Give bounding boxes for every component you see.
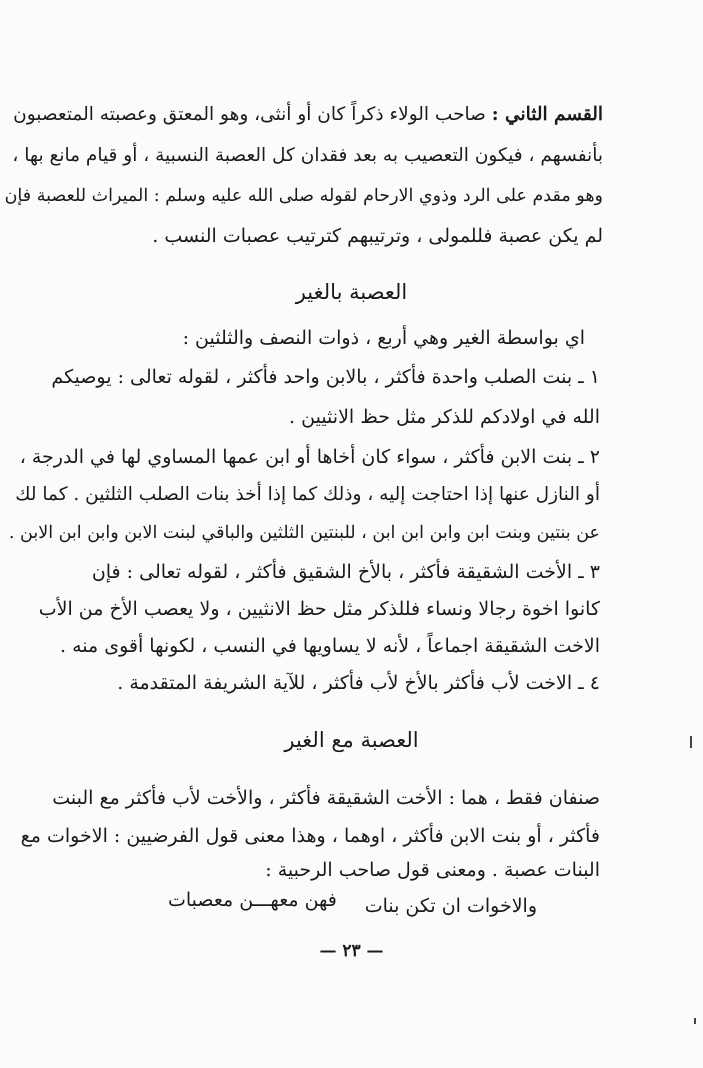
margin-mark xyxy=(690,736,692,748)
bil-ghayr-line-3: الله في اولادكم للذكر مثل حظ الانثيين . xyxy=(289,406,600,428)
bil-ghayr-line-5: أو النازل عنها إذا احتاجت إليه ، وذلك كما إذا أخذ بنات الصلب الثلثين . كما لك xyxy=(15,484,600,505)
section-two-line-2: بأنفسهم ، فيكون التعصيب به بعد فقدان كل العصبة النسبية ، أو قيام مانع بها ، xyxy=(12,145,603,166)
bil-ghayr-line-10: ٤ ـ الاخت لأب فأكثر بالأخ لأب فأكثر ، للآية الشريفة المتقدمة . xyxy=(117,672,600,694)
maa-ghayr-line-1: صنفان فقط ، هما : الأخت الشقيقة فأكثر ، والأخت لأب فأكثر مع البنت xyxy=(52,787,600,809)
bil-ghayr-line-6: عن بنتين وبنت ابن وابن ابن ابن ، للبنتين الثلثين والباقي لبنت الابن وابن ابن الابن . xyxy=(8,523,600,543)
maa-ghayr-line-2: فأكثر ، أو بنت الابن فأكثر ، اوهما ، وهذا معنى قول الفرضيين : الاخوات مع xyxy=(20,825,600,847)
section-two-line-1 xyxy=(13,100,603,130)
section-two-text-1: صاحب الولاء ذكراً كان أو أنثى، وهو المعتق وعصبته المتعصبون xyxy=(13,104,486,125)
bil-ghayr-line-8: كانوا اخوة رجالا ونساء فللذكر مثل حظ الانثيين ، ولا يعصب الأخ من الأب xyxy=(38,598,600,620)
heading-maa-ghayr: العصبة مع الغير xyxy=(284,728,419,752)
bil-ghayr-line-9: الاخت الشقيقة اجماعاً ، لأنه لا يساويها في النسب ، لكونها أقوى منه . xyxy=(59,635,600,657)
bil-ghayr-line-7: ٣ ـ الأخت الشقيقة فأكثر ، بالأخ الشقيق فأكثر ، لقوله تعالى : فإن xyxy=(91,561,600,583)
bil-ghayr-line-1: اي بواسطة الغير وهي أربع ، ذوات النصف والثلثين : xyxy=(182,327,585,349)
margin-mark xyxy=(694,1018,696,1024)
verse-first-hemistich: والاخوات ان تكن بنات xyxy=(364,895,537,917)
section-two-lead: القسم الثاني : xyxy=(491,104,603,125)
page-number: — ٢٣ — xyxy=(319,941,384,961)
bil-ghayr-line-2: ١ ـ بنت الصلب واحدة فأكثر ، بالابن واحد فأكثر ، لقوله تعالى : يوصيكم xyxy=(51,366,600,388)
verse-second-hemistich: فهن معهـــن معصبات xyxy=(168,889,337,911)
section-two-line-3: وهو مقدم على الرد وذوي الارحام لقوله صلى الله عليه وسلم : الميراث للعصبة فإن xyxy=(4,186,603,206)
heading-bil-ghayr: العصبة بالغير xyxy=(295,280,408,304)
bil-ghayr-line-4: ٢ ـ بنت الابن فأكثر ، سواء كان أخاها أو ابن عمها المساوي لها في الدرجة ، xyxy=(19,446,600,468)
section-two-line-4: لم يكن عصبة فللمولى ، وترتيبهم كترتيب عصبات النسب . xyxy=(152,225,603,247)
maa-ghayr-line-3: البنات عصبة . ومعنى قول صاحب الرحبية : xyxy=(265,859,600,881)
